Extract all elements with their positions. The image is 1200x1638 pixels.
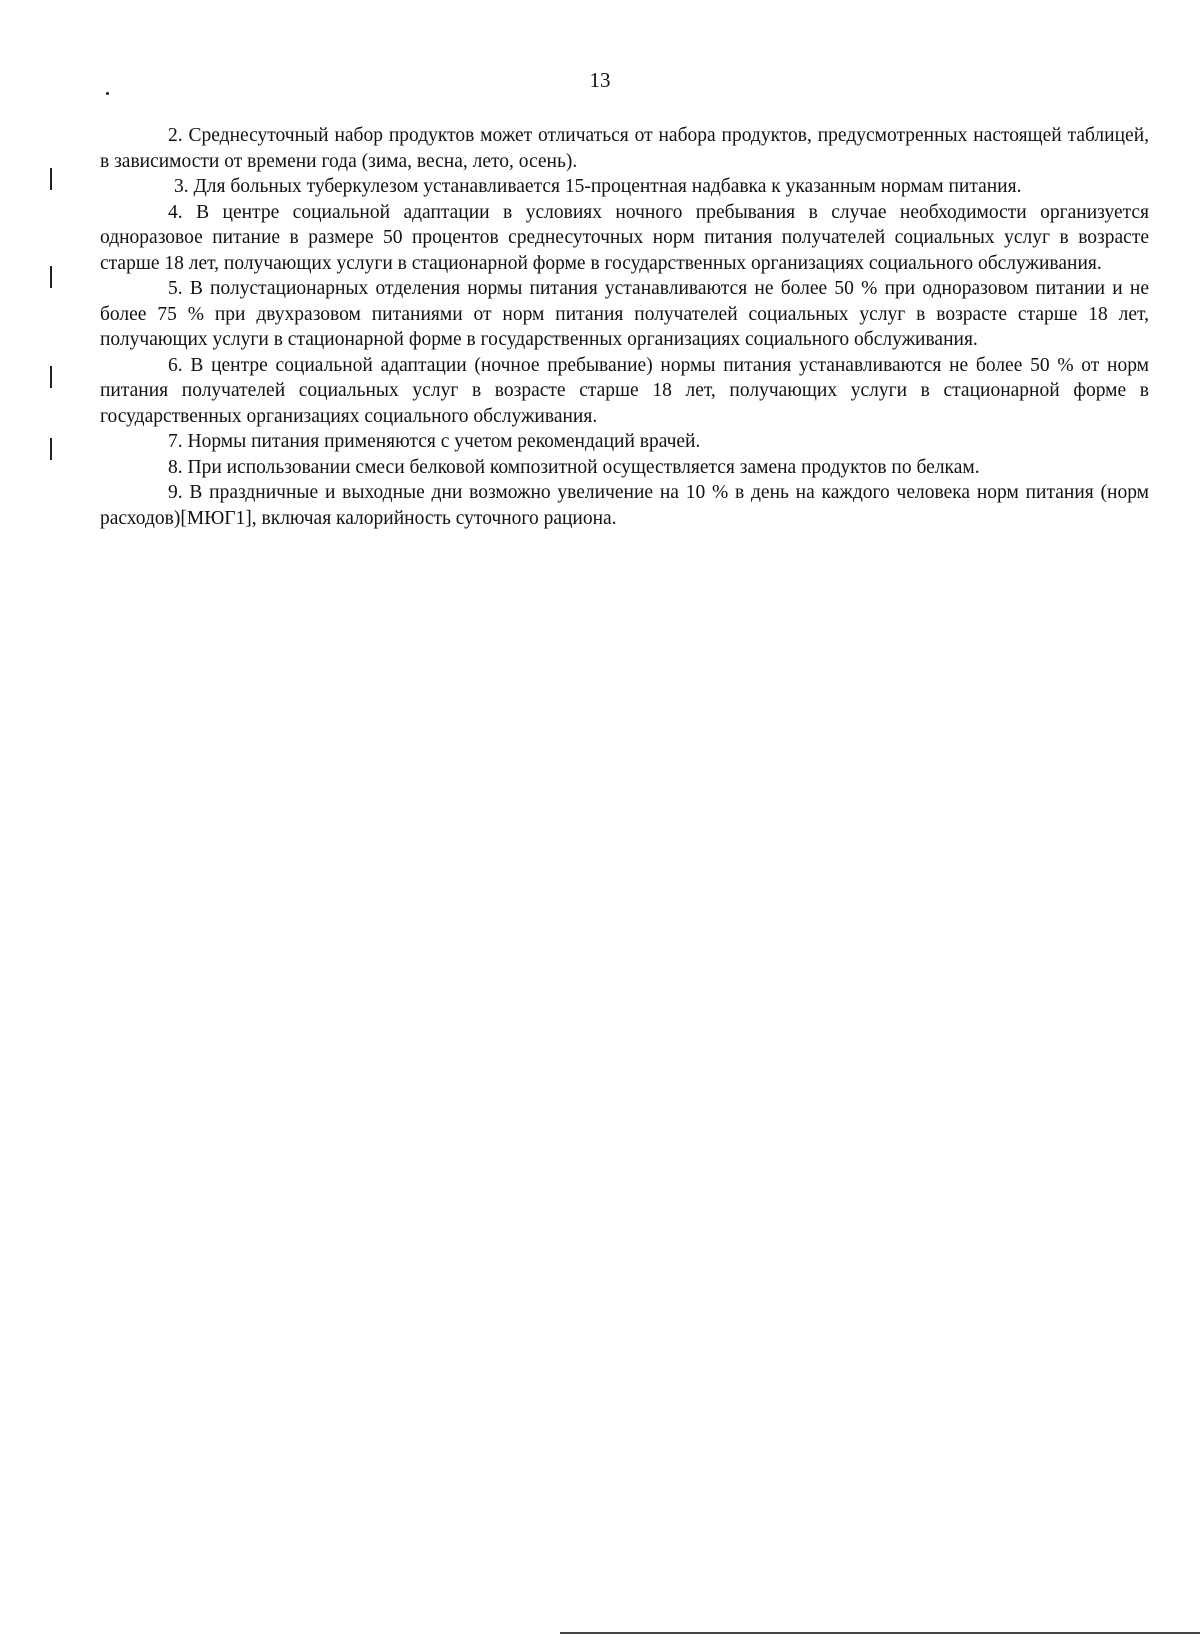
- note-paragraph-4: 4. В центре социальной адаптации в условиях ночного пребывания в случае необходимости организуется одноразовое питание в размере 50 процентов среднесуточных норм питания получателей социальных услуг в возрасте старше 18 лет, получающих услуги в стационарной форме в государственных организациях социального обслуживания.: [100, 201, 1149, 274]
- note-paragraph-2: 2. Среднесуточный набор продуктов может отличаться от набора продуктов, предусмотренных настоящей таблицей, в зависимости от времени года (зима, весна, лето, осень).: [100, 125, 1149, 172]
- revision-bar: [50, 438, 52, 460]
- revision-bar: [50, 168, 52, 190]
- scan-mark-dot: [106, 92, 109, 95]
- revision-bar: [50, 266, 52, 288]
- notes-body: [100, 123, 1149, 531]
- bottom-edge-line: [560, 1632, 1200, 1634]
- note-paragraph-7: 7. Нормы питания применяются с учетом рекомендаций врачей.: [168, 431, 701, 452]
- note-paragraph-8: 8. При использовании смеси белковой композитной осуществляется замена продуктов по белкам.: [168, 456, 980, 478]
- note-paragraph-9: 9. В праздничные и выходные дни возможно увеличение на 10 % в день на каждого человека норм питания (норм расходов)[МЮГ1], включая калорийность суточного рациона.: [100, 482, 1149, 529]
- page-number: 13: [589, 68, 611, 92]
- revision-bar: [50, 366, 52, 388]
- note-paragraph-5: 5. В полустационарных отделения нормы питания устанавливаются не более 50 % при одноразовом питании и не более 75 % при двухразовом питаниями от норм питания получателей социальных услуг в возрасте старше 18 лет, получающих услуги в стационарной форме в государственных организациях социального обслуживания.: [100, 278, 1149, 350]
- note-paragraph-6: 6. В центре социальной адаптации (ночное пребывание) нормы питания устанавливаются не более 50 % от норм питания получателей социальных услуг в возрасте старше 18 лет, получающих услуги в стационарной форме в государственных организациях социального обслуживания.: [100, 354, 1149, 427]
- note-paragraph-3: 3. Для больных туберкулезом устанавливается 15-процентная надбавка к указанным нормам питания.: [174, 176, 1022, 197]
